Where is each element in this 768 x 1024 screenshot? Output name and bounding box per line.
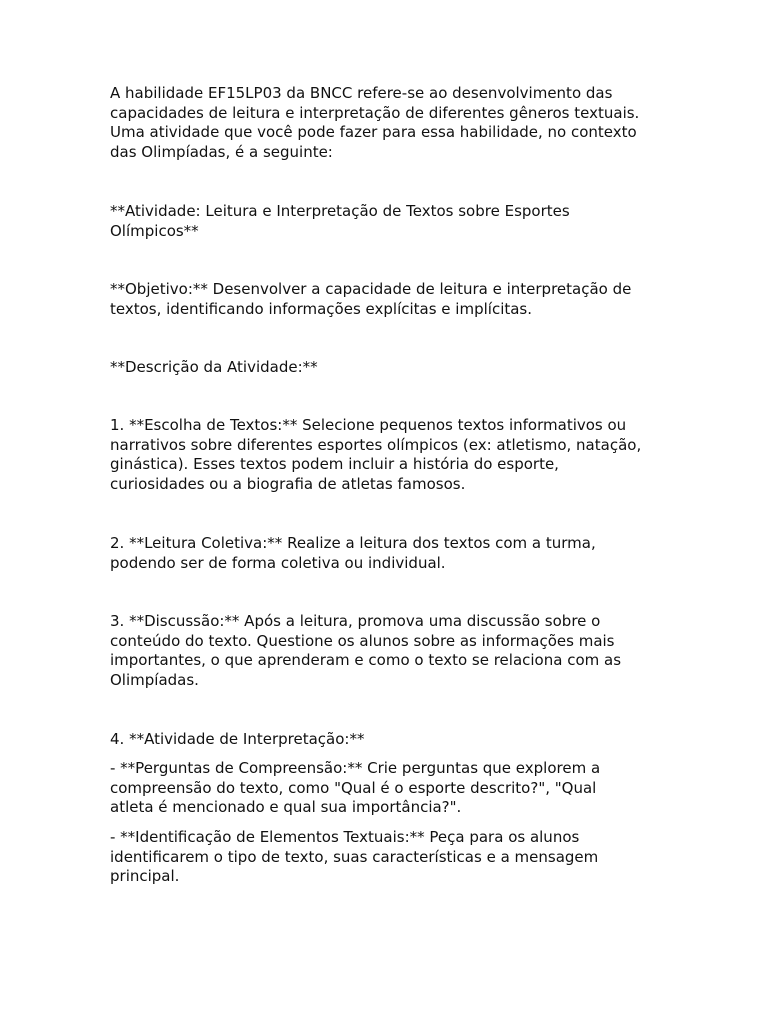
- activity-title: **Atividade: Leitura e Interpretação de Textos sobre Esportes Olímpicos**: [110, 202, 570, 240]
- step-3-paragraph: 3. **Discussão:** Após a leitura, promova uma discussão sobre o conteúdo do texto. Questione os alunos sobre as informações mais importantes, o que aprenderam e como o texto se relaciona com as Olimpíadas.: [110, 612, 622, 689]
- description-heading: **Descrição da Atividade:**: [110, 358, 318, 376]
- step-4-heading: 4. **Atividade de Interpretação:**: [110, 730, 365, 748]
- step-4b-paragraph: - **Identificação de Elementos Textuais:** Peça para os alunos identificarem o tipo de texto, suas características e a mensagem principal.: [110, 828, 599, 886]
- intro-paragraph: A habilidade EF15LP03 da BNCC refere-se ao desenvolvimento das capacidades de leitura e interpretação de diferentes gêneros textuais. Uma atividade que você pode fazer para essa habilidade, no contexto das Olimpíadas, é a seguinte:: [110, 84, 640, 161]
- step-4a-paragraph: - **Perguntas de Compreensão:** Crie perguntas que explorem a compreensão do texto, como "Qual é o esporte descrito?", "Qual atleta é mencionado e qual sua importância?".: [110, 759, 601, 817]
- step-2-paragraph: 2. **Leitura Coletiva:** Realize a leitura dos textos com a turma, podendo ser de forma coletiva ou individual.: [110, 534, 596, 572]
- step-1-paragraph: 1. **Escolha de Textos:** Selecione pequenos textos informativos ou narrativos sobre diferentes esportes olímpicos (ex: atletismo, natação, ginástica). Esses textos podem incluir a história do esporte, curiosidades ou a biografia de atletas famosos.: [110, 416, 642, 493]
- objective-paragraph: **Objetivo:** Desenvolver a capacidade de leitura e interpretação de textos, identificando informações explícitas e implícitas.: [110, 280, 632, 318]
